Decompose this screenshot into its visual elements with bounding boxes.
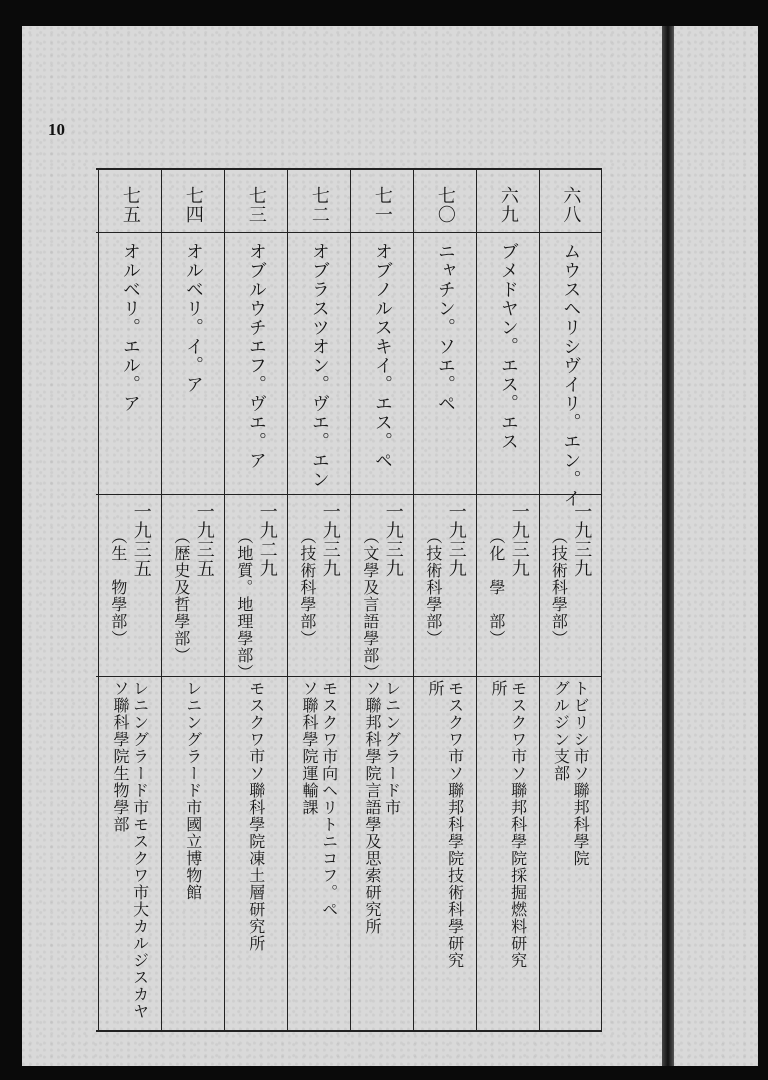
table-row — [413, 170, 476, 1030]
table-row — [98, 170, 161, 1030]
entry-number: 七三 — [245, 186, 267, 224]
entry-number: 六九 — [497, 186, 519, 224]
entry-year: 一九三九 — [508, 502, 530, 578]
entry-place-line: ソ聯邦科學院言語學及思索研究所 — [363, 680, 382, 935]
academician-table — [96, 168, 602, 1032]
entry-place-line: ソ聯科學院運輸課 — [300, 680, 319, 816]
table-row — [539, 170, 602, 1030]
table-row — [224, 170, 287, 1030]
entry-name: オルベリ。イ。ア — [182, 242, 204, 394]
entry-place-line: モスクワ市ソ聯邦科學院採掘燃料研究 — [508, 680, 528, 969]
entry-name: オルベリ。エル。ア — [119, 242, 141, 413]
entry-name: オブルウチエフ。ヴエ。ア — [245, 242, 267, 470]
entry-name: オブノルスキイ。エス。ペ — [371, 242, 393, 470]
entry-year: 一九三九 — [571, 502, 593, 578]
entry-name: ブメドヤン。エス。エス — [497, 242, 519, 451]
entry-department: （生 物學部） — [108, 528, 128, 647]
entry-place-line: モスクワ市ソ聯邦科學院技術科學研究 — [445, 680, 465, 969]
entry-year: 一九二九 — [256, 502, 278, 578]
entry-department: （化 學 部） — [486, 528, 506, 647]
entry-year: 一九三九 — [382, 502, 404, 578]
entry-year: 一九三九 — [319, 502, 341, 578]
entry-place-line: モスクワ市ソ聯科學院凍土層研究所 — [246, 680, 266, 952]
page-binding-shadow — [662, 26, 674, 1066]
entry-place-line: レニングラード市モスクワ市大カルジスカヤ — [130, 680, 150, 1020]
entry-name: ニャチン。ソエ。ペ — [434, 242, 456, 413]
entry-department: （文學及言語學部） — [360, 528, 380, 681]
entry-department: （技術科學部） — [549, 528, 569, 647]
page-number: 10 — [48, 120, 65, 139]
table-row — [476, 170, 539, 1030]
entry-place-line: モスクワ市向ヘリトニコフ。ペ — [319, 680, 339, 918]
entry-year: 一九三五 — [193, 502, 215, 578]
entry-place-line: 所 — [426, 680, 445, 697]
entry-place-line: トビリシ市ソ聯邦科學院 — [571, 680, 591, 867]
entry-number: 七二 — [308, 186, 330, 224]
entry-place-line: レニングラード市國立博物館 — [183, 680, 203, 901]
entry-year: 一九三九 — [445, 502, 467, 578]
entry-department: （歴史及哲學部） — [171, 528, 191, 664]
entry-name: オブラスツオン。ヴエ。エン — [308, 242, 330, 489]
entry-place-line: レニングラード市 — [382, 680, 402, 816]
entry-department: （技術科學部） — [423, 528, 443, 647]
entry-number: 七五 — [119, 186, 141, 224]
entry-place-line: グルジン支部 — [551, 680, 571, 782]
entry-name: ムウスヘリシヴイリ。エン。イ — [560, 242, 582, 508]
entry-number: 七四 — [182, 186, 204, 224]
table-row — [287, 170, 350, 1030]
document-page — [22, 26, 758, 1066]
entry-department: （地質。地理學部） — [234, 528, 254, 681]
entry-place-line: ソ聯科學院生物學部 — [111, 680, 130, 833]
table-row — [161, 170, 224, 1030]
entry-number: 七一 — [371, 186, 393, 224]
entry-number: 七〇 — [434, 186, 456, 224]
entry-year: 一九三五 — [130, 502, 152, 578]
entry-department: （技術科學部） — [297, 528, 317, 647]
table-row — [350, 170, 413, 1030]
entry-place-line: 所 — [489, 680, 508, 697]
entry-number: 六八 — [560, 186, 582, 224]
